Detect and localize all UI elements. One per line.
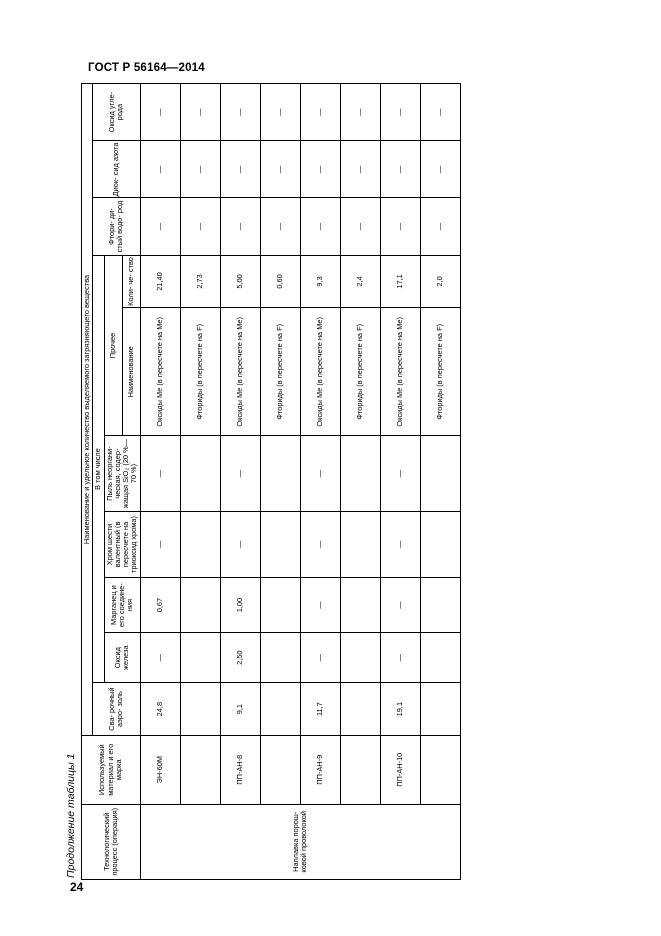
cell-chromium: [260, 511, 300, 577]
cell-iron-oxide: —: [140, 633, 180, 683]
col-header-group-main: Наименование и удельное количество выделяемого загрязняющего вещества: [82, 84, 93, 736]
col-header-other-name: Наименование: [122, 308, 140, 436]
table-row: [420, 84, 460, 880]
cell-iron-oxide: —: [380, 633, 420, 683]
cell-welding-aerosol: 11,7: [300, 683, 340, 736]
cell-material: ПП-АН-9: [300, 735, 340, 804]
cell-other-qty: 0,60: [260, 255, 300, 308]
cell-other-qty: 21,40: [140, 255, 180, 308]
cell-manganese: —: [300, 578, 340, 633]
cell-other-qty: 2,0: [420, 255, 460, 308]
table-row: [340, 84, 380, 880]
cell-iron-oxide: 2,50: [220, 633, 260, 683]
cell-welding-aerosol: [420, 683, 460, 736]
cell-other-name: Фториды (в пересчете на F): [260, 308, 300, 436]
cell-manganese: [340, 578, 380, 633]
cell-other-qty: 9,3: [300, 255, 340, 308]
table-row: [220, 84, 260, 880]
col-header-iron-oxide: Оксид железа: [104, 633, 140, 683]
cell-hydrogen-fluoride: —: [180, 198, 220, 255]
cell-dust: [420, 436, 460, 511]
cell-hydrogen-fluoride: —: [300, 198, 340, 255]
cell-chromium: [340, 511, 380, 577]
col-header-other: Прочее: [104, 255, 122, 436]
col-header-nitrogen-dioxide: Диок- сид азота: [93, 141, 140, 198]
cell-hydrogen-fluoride: —: [420, 198, 460, 255]
cell-dust: [180, 436, 220, 511]
table-row: [260, 84, 300, 880]
landscape-sheet: [65, 80, 595, 880]
cell-other-qty: 17,1: [380, 255, 420, 308]
cell-carbon-oxide: —: [260, 84, 300, 141]
cell-iron-oxide: [260, 633, 300, 683]
cell-manganese: 1,00: [220, 578, 260, 633]
cell-manganese: —: [380, 578, 420, 633]
cell-welding-aerosol: [340, 683, 380, 736]
table-caption: Продолжение таблицы 1: [65, 753, 77, 878]
cell-nitrogen-dioxide: —: [260, 141, 300, 198]
table-row: [380, 84, 420, 880]
cell-carbon-oxide: —: [340, 84, 380, 141]
cell-other-name: Фториды (в пересчете на F): [420, 308, 460, 436]
cell-chromium: [420, 511, 460, 577]
table-row: [300, 84, 340, 880]
table-row: [180, 84, 220, 880]
cell-nitrogen-dioxide: —: [420, 141, 460, 198]
cell-process-group: Наплавка порош- ковой проволокой: [140, 804, 460, 879]
cell-other-name: Оксиды Ме (в пересчете на Ме): [220, 308, 260, 436]
cell-chromium: —: [300, 511, 340, 577]
col-header-chromium: Хром шести валентный (в пересчете на триоксид хрома): [104, 511, 140, 577]
cell-manganese: 0,67: [140, 578, 180, 633]
cell-dust: —: [300, 436, 340, 511]
cell-welding-aerosol: 9,1: [220, 683, 260, 736]
cell-nitrogen-dioxide: —: [180, 141, 220, 198]
cell-hydrogen-fluoride: —: [340, 198, 380, 255]
cell-material: ПП-АН-8: [220, 735, 260, 804]
cell-chromium: —: [380, 511, 420, 577]
standard-header: ГОСТ Р 56164—2014: [88, 62, 205, 74]
col-header-welding-aerosol: Сва- рочный аэро- золь: [93, 683, 140, 736]
cell-carbon-oxide: —: [380, 84, 420, 141]
cell-other-name: Фториды (в пересчете на F): [180, 308, 220, 436]
table-body: [140, 84, 460, 880]
cell-material: [340, 735, 380, 804]
cell-dust: —: [220, 436, 260, 511]
cell-manganese: [260, 578, 300, 633]
cell-iron-oxide: [180, 633, 220, 683]
cell-material: ПП-АН-10: [380, 735, 420, 804]
cell-other-qty: 5,00: [220, 255, 260, 308]
cell-welding-aerosol: 19,1: [380, 683, 420, 736]
col-header-manganese: Марганец и его соедине- ния: [104, 578, 140, 633]
cell-material: [180, 735, 220, 804]
col-header-dust: Пыль неоргани- ческая, содер- жащая SiO₂ (20 %—70 %): [104, 436, 140, 511]
cell-hydrogen-fluoride: —: [140, 198, 180, 255]
cell-manganese: [180, 578, 220, 633]
cell-nitrogen-dioxide: —: [140, 141, 180, 198]
cell-carbon-oxide: —: [180, 84, 220, 141]
col-header-material: Используемый материал и его марка: [82, 735, 141, 804]
cell-carbon-oxide: —: [220, 84, 260, 141]
col-header-among-which: В том числе: [93, 255, 104, 683]
col-header-process: Технологический процесс (операция): [82, 804, 141, 879]
cell-other-name: Оксиды Ме (в пересчете на Ме): [300, 308, 340, 436]
cell-other-name: Фториды (в пересчете на F): [340, 308, 380, 436]
col-header-other-qty: Коли- че- ство: [122, 255, 140, 308]
cell-welding-aerosol: [260, 683, 300, 736]
table-row: [140, 84, 180, 880]
cell-other-name: Оксиды Ме (в пересчете на Ме): [140, 308, 180, 436]
cell-nitrogen-dioxide: —: [380, 141, 420, 198]
cell-dust: [340, 436, 380, 511]
cell-material: [260, 735, 300, 804]
page-number: 24: [70, 880, 84, 894]
cell-hydrogen-fluoride: —: [260, 198, 300, 255]
cell-manganese: [420, 578, 460, 633]
cell-hydrogen-fluoride: —: [380, 198, 420, 255]
cell-dust: [260, 436, 300, 511]
col-header-hydrogen-fluoride: Фтори- ди- стый водо- род: [93, 198, 140, 255]
cell-chromium: —: [220, 511, 260, 577]
cell-carbon-oxide: —: [420, 84, 460, 141]
cell-dust: —: [140, 436, 180, 511]
cell-iron-oxide: [420, 633, 460, 683]
cell-nitrogen-dioxide: —: [220, 141, 260, 198]
cell-chromium: —: [140, 511, 180, 577]
cell-nitrogen-dioxide: —: [340, 141, 380, 198]
cell-chromium: [180, 511, 220, 577]
cell-material: [420, 735, 460, 804]
emissions-table: [81, 83, 461, 880]
cell-carbon-oxide: —: [300, 84, 340, 141]
cell-hydrogen-fluoride: —: [220, 198, 260, 255]
cell-other-qty: 2,4: [340, 255, 380, 308]
cell-carbon-oxide: —: [140, 84, 180, 141]
cell-welding-aerosol: [180, 683, 220, 736]
cell-material: ЭН-60М: [140, 735, 180, 804]
cell-dust: —: [380, 436, 420, 511]
cell-other-qty: 2,73: [180, 255, 220, 308]
cell-welding-aerosol: 24,8: [140, 683, 180, 736]
cell-nitrogen-dioxide: —: [300, 141, 340, 198]
cell-iron-oxide: —: [300, 633, 340, 683]
cell-iron-oxide: [340, 633, 380, 683]
cell-other-name: Оксиды Ме (в пересчете на Ме): [380, 308, 420, 436]
col-header-carbon-oxide: Оксид угле- рода: [93, 84, 140, 141]
